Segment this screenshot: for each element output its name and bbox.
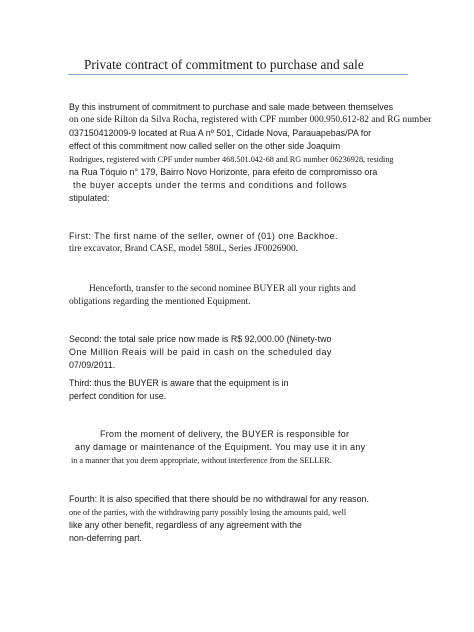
paragraph-line: one of the parties, with the withdrawing party possibly losing the amounts paid, well: [69, 508, 347, 517]
paragraph-line: any damage or maintenance of the Equipment. You may use it in any: [75, 442, 366, 452]
paragraph-line: Third: thus the BUYER is aware that the equipment is in: [69, 378, 289, 388]
paragraph-line: the buyer accepts under the terms and conditions and follows: [73, 180, 348, 190]
paragraph-line: effect of this commitment now called seller on the other side Joaquim: [69, 141, 341, 151]
paragraph-line: perfect condition for use.: [69, 391, 167, 401]
paragraph-line: 07/09/2011.: [69, 360, 116, 370]
paragraph-line: Fourth: It is also specified that there should be no withdrawal for any reason.: [69, 494, 369, 504]
paragraph-line: non-deferring part.: [69, 533, 143, 543]
paragraph-line: in a manner that you deem appropriate, without interference from the SELLER.: [71, 456, 332, 465]
paragraph-line: First: The first name of the seller, owner of (01) one Backhoe.: [69, 231, 338, 241]
paragraph-line: From the moment of delivery, the BUYER is responsible for: [100, 429, 350, 439]
paragraph-line: One Million Reais will be paid in cash on the scheduled day: [69, 347, 332, 357]
paragraph-line: By this instrument of commitment to purchase and sale made between themselves: [69, 102, 394, 112]
title-underline: [68, 74, 408, 75]
paragraph-line: obligations regarding the mentioned Equipment.: [69, 297, 251, 307]
paragraph-line: on one side Rilton da Silva Rocha, registered with CPF number 000.950.612-82 and RG number: [69, 115, 432, 125]
paragraph-line: Rodrigues, registered with CPF under number 468.501.042-68 and RG number 06236928, residing: [69, 155, 394, 164]
paragraph-line: 037150412009-9 located at Rua A nº 501, Cidade Nova, Parauapebas/PA for: [69, 128, 372, 138]
paragraph-line: like any other benefit, regardless of any agreement with the: [69, 520, 302, 530]
paragraph-line: tire excavator, Brand CASE, model 580L, Series JF0026900.: [69, 244, 299, 254]
paragraph-line: na Rua Tóquio n° 179, Bairro Novo Horizonte, para efeito de compromisso ora: [69, 167, 378, 177]
document-title: Private contract of commitment to purchase and sale: [84, 57, 364, 72]
paragraph-line: Second: the total sale price now made is R$ 92,000.00 (Ninety-two: [69, 334, 332, 344]
paragraph-line: stipulated:: [69, 193, 110, 203]
paragraph-line: Henceforth, transfer to the second nominee BUYER all your rights and: [89, 284, 356, 294]
